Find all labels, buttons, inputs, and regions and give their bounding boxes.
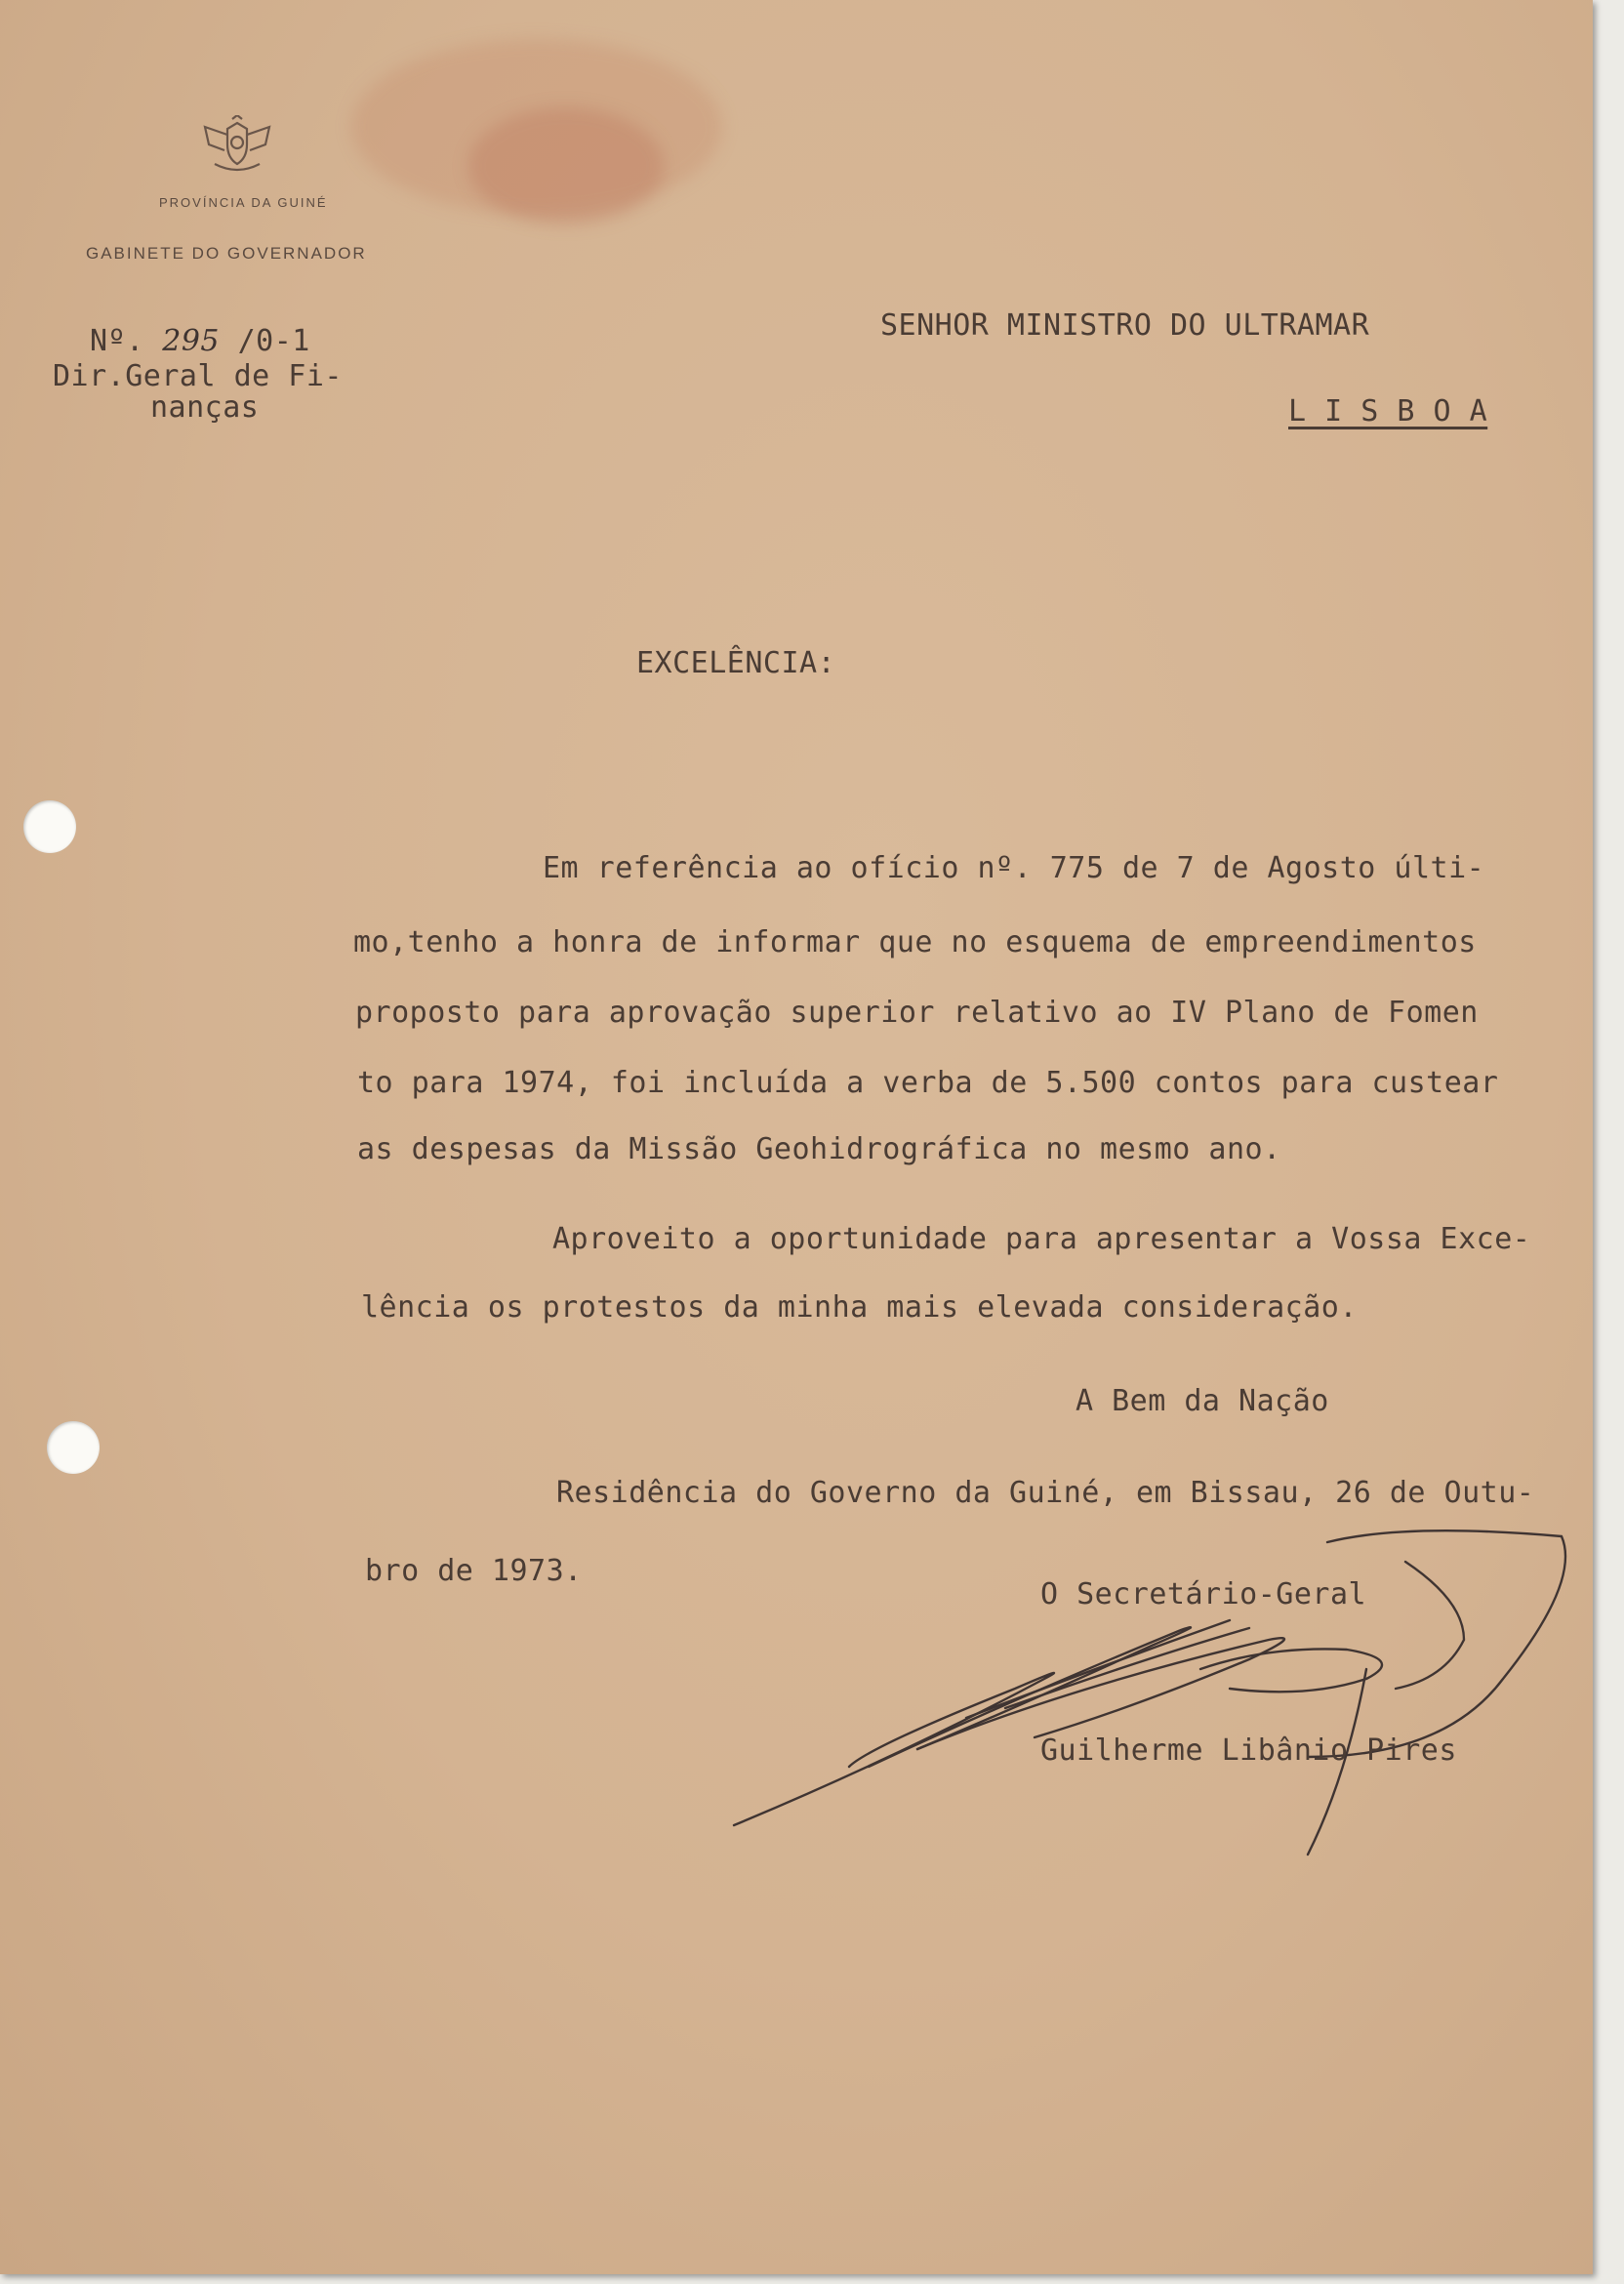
place-date-line1: Residência do Governo da Guiné, em Bissau, 26 de Outu- bbox=[556, 1476, 1535, 1510]
province-label: PROVÍNCIA DA GUINÉ bbox=[159, 195, 328, 210]
department-line1: Dir.Geral de Fi- bbox=[53, 359, 343, 393]
salutation: EXCELÊNCIA: bbox=[636, 646, 836, 680]
department-line2: nanças bbox=[150, 390, 260, 425]
body-line: Em referência ao ofício nº. 775 de 7 de Agosto últi- bbox=[543, 851, 1485, 885]
body-line: as despesas da Missão Geohidrográfica no mesmo ano. bbox=[357, 1132, 1281, 1166]
motto: A Bem da Nação bbox=[1076, 1384, 1329, 1418]
reference-suffix: /0-1 bbox=[237, 324, 310, 358]
body-line: mo,tenho a honra de informar que no esquema de empreendimentos bbox=[353, 925, 1477, 959]
punch-hole bbox=[47, 1421, 100, 1474]
reference-prefix: Nº. bbox=[90, 324, 144, 358]
office-label: GABINETE DO GOVERNADOR bbox=[86, 244, 367, 263]
signatory-name: Guilherme Libânio Pires bbox=[1040, 1733, 1457, 1768]
addressee-city: L I S B O A bbox=[1288, 394, 1488, 428]
place-date-line2: bro de 1973. bbox=[365, 1554, 583, 1588]
body-line: Aproveito a oportunidade para apresentar a Vossa Exce- bbox=[552, 1222, 1531, 1256]
body-line: to para 1974, foi incluída a verba de 5.500 contos para custear bbox=[357, 1066, 1499, 1100]
addressee-line: SENHOR MINISTRO DO ULTRAMAR bbox=[880, 308, 1370, 343]
punch-hole bbox=[23, 800, 76, 853]
red-stain bbox=[468, 107, 664, 224]
reference-number bbox=[90, 324, 310, 358]
coat-of-arms-icon bbox=[195, 115, 279, 182]
body-line: lência os protestos da minha mais elevada consideração. bbox=[361, 1290, 1358, 1325]
signatory-title: O Secretário-Geral bbox=[1040, 1577, 1367, 1611]
handwritten-signature bbox=[722, 1523, 1601, 1874]
body-line: proposto para aprovação superior relativo ao IV Plano de Fomen bbox=[355, 996, 1479, 1030]
handwritten-number: 295 bbox=[162, 324, 221, 358]
